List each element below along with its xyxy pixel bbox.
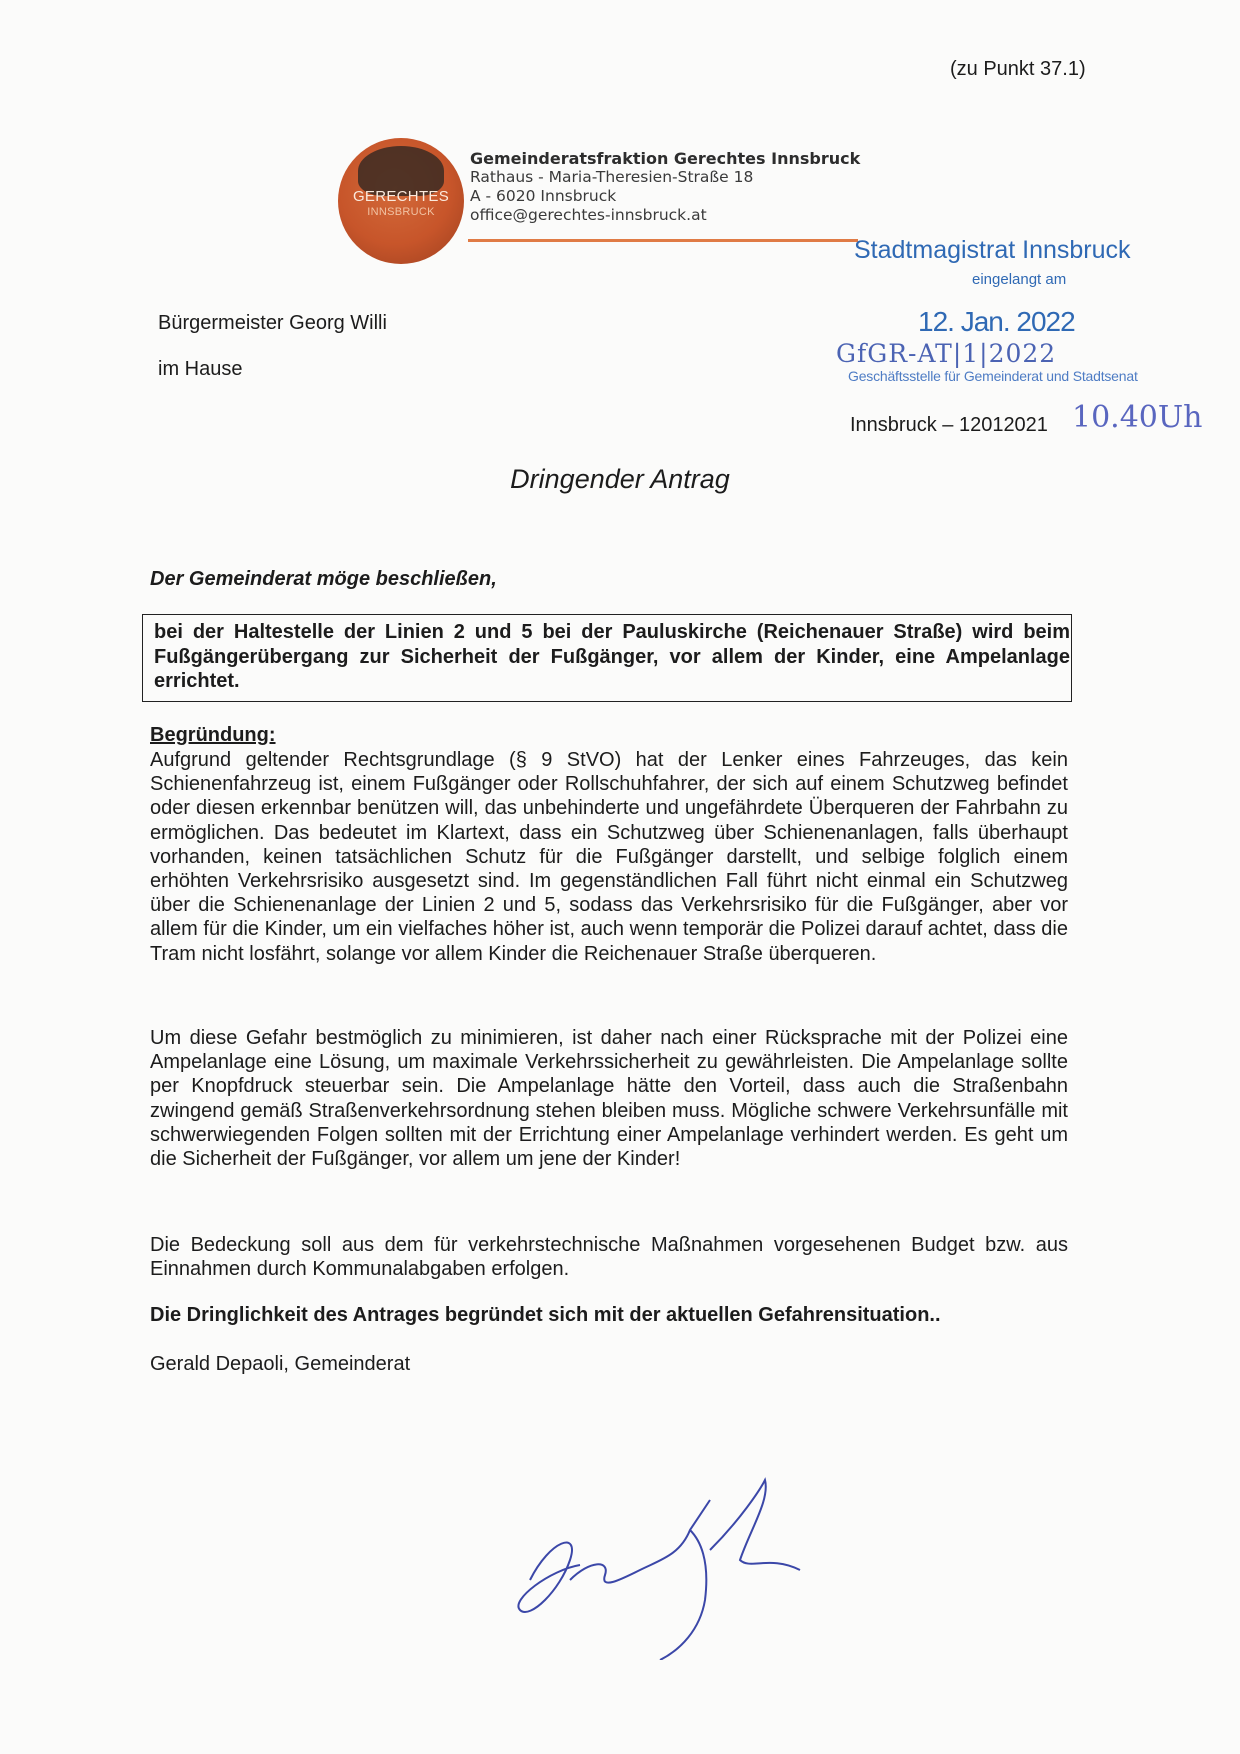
paragraph-1: Aufgrund geltender Rechtsgrundlage (§ 9 StVO) hat der Lenker eines Fahrzeuges, das kein Schienenfahrzeug ist, einem Fußgänger oder Rollschuhfahrer, der sich auf einem Schutzweg befindet oder diesen erkennbar benützen will, das unbehinderte und ungefährdete Überqueren der Fahrbahn zu ermöglichen. Das bedeutet im Klartext, dass ein Schutzweg über Schienenanlagen, falls überhaupt vorhanden, keinen tatsächlichen Schutz für die Fußgänger darstellt, und selbige folglich einem erhöhten Verkehrsrisiko ausgesetzt sind. Im gegenständlichen Fall führt nicht einmal ein Schutzweg über die Schienenanlage der Linien 2 und 5, sodass das Verkehrsrisiko für die Fußgänger, aber vor allem für die Kinder, um ein vielfaches höher ist, auch wenn temporär die Polizei darauf achtet, dass die Tram nicht losfährt, solange vor allem Kinder die Reichenauer Straße überqueren. [150,749,1068,965]
justification-heading: Begründung: [150,724,276,746]
letterhead-divider [468,239,858,242]
logo-word-2: INNSBRUCK [367,206,435,218]
stamp-time: 10.40Uh [1072,400,1203,435]
organization-name: Gemeinderatsfraktion Gerechtes Innsbruck [470,149,861,168]
decision-intro: Der Gemeinderat möge beschließen, [150,568,497,590]
signatory: Gerald Depaoli, Gemeinderat [150,1353,411,1375]
address-line-1: Rathaus - Maria-Theresien-Straße 18 [470,168,754,186]
reference-note: (zu Punkt 37.1) [950,58,1086,80]
document-title: Dringender Antrag [510,464,730,494]
recipient-location: im Hause [158,358,243,380]
place-date: Innsbruck – 12012021 [850,414,1048,436]
recipient-name: Bürgermeister Georg Willi [158,312,387,334]
party-logo [338,138,464,264]
stamp-date: 12. Jan. 2022 [918,306,1075,337]
stamp-received: eingelangt am [972,271,1067,288]
handwritten-signature [510,1460,870,1660]
paragraph-2: Um diese Gefahr bestmöglich zu minimieren, ist daher nach einer Rücksprache mit der Polizei eine Ampelanlage eine Lösung, um maximale Verkehrssicherheit zu gewährleisten. Die Ampelanlage sollte per Knopfdruck steuerbar sein. Die Ampelanlage hätte den Vorteil, dass auch die Straßenbahn zwingend gemäß Straßenverkehrsordnung stehen bleiben muss. Mögliche schwere Verkehrsunfälle mit schwerwiegenden Folgen sollten mit der Errichtung einer Ampelanlage verhindert werden. Es geht um die Sicherheit der Fußgänger, vor allem um jene der Kinder! [150,1027,1068,1171]
motion-text: bei der Haltestelle der Linien 2 und 5 bei der Pauluskirche (Reichenauer Straße) wird beim Fußgängerübergang zur Sicherheit der Fußgänger, vor allem der Kinder, eine Ampelanlage errichtet. [154,621,1070,692]
letterhead [470,149,860,225]
stamp-authority: Stadtmagistrat Innsbruck [854,236,1131,264]
stamp-file-number: GfGR-AT|1|2022 [836,339,1057,368]
stamp-office: Geschäftsstelle für Gemeinderat und Stadtsenat [848,368,1138,384]
logo-word-1: GERECHTES [352,188,450,205]
paragraph-3: Die Bedeckung soll aus dem für verkehrstechnische Maßnahmen vorgesehenen Budget bzw. aus Einnahmen durch Kommunalabgaben erfolgen. [150,1234,1068,1281]
urgency-statement: Die Dringlichkeit des Antrages begründet sich mit der aktuellen Gefahrensituation.. [150,1304,941,1326]
address-line-2: A - 6020 Innsbruck [470,187,617,205]
email: office@gerechtes-innsbruck.at [470,206,707,224]
